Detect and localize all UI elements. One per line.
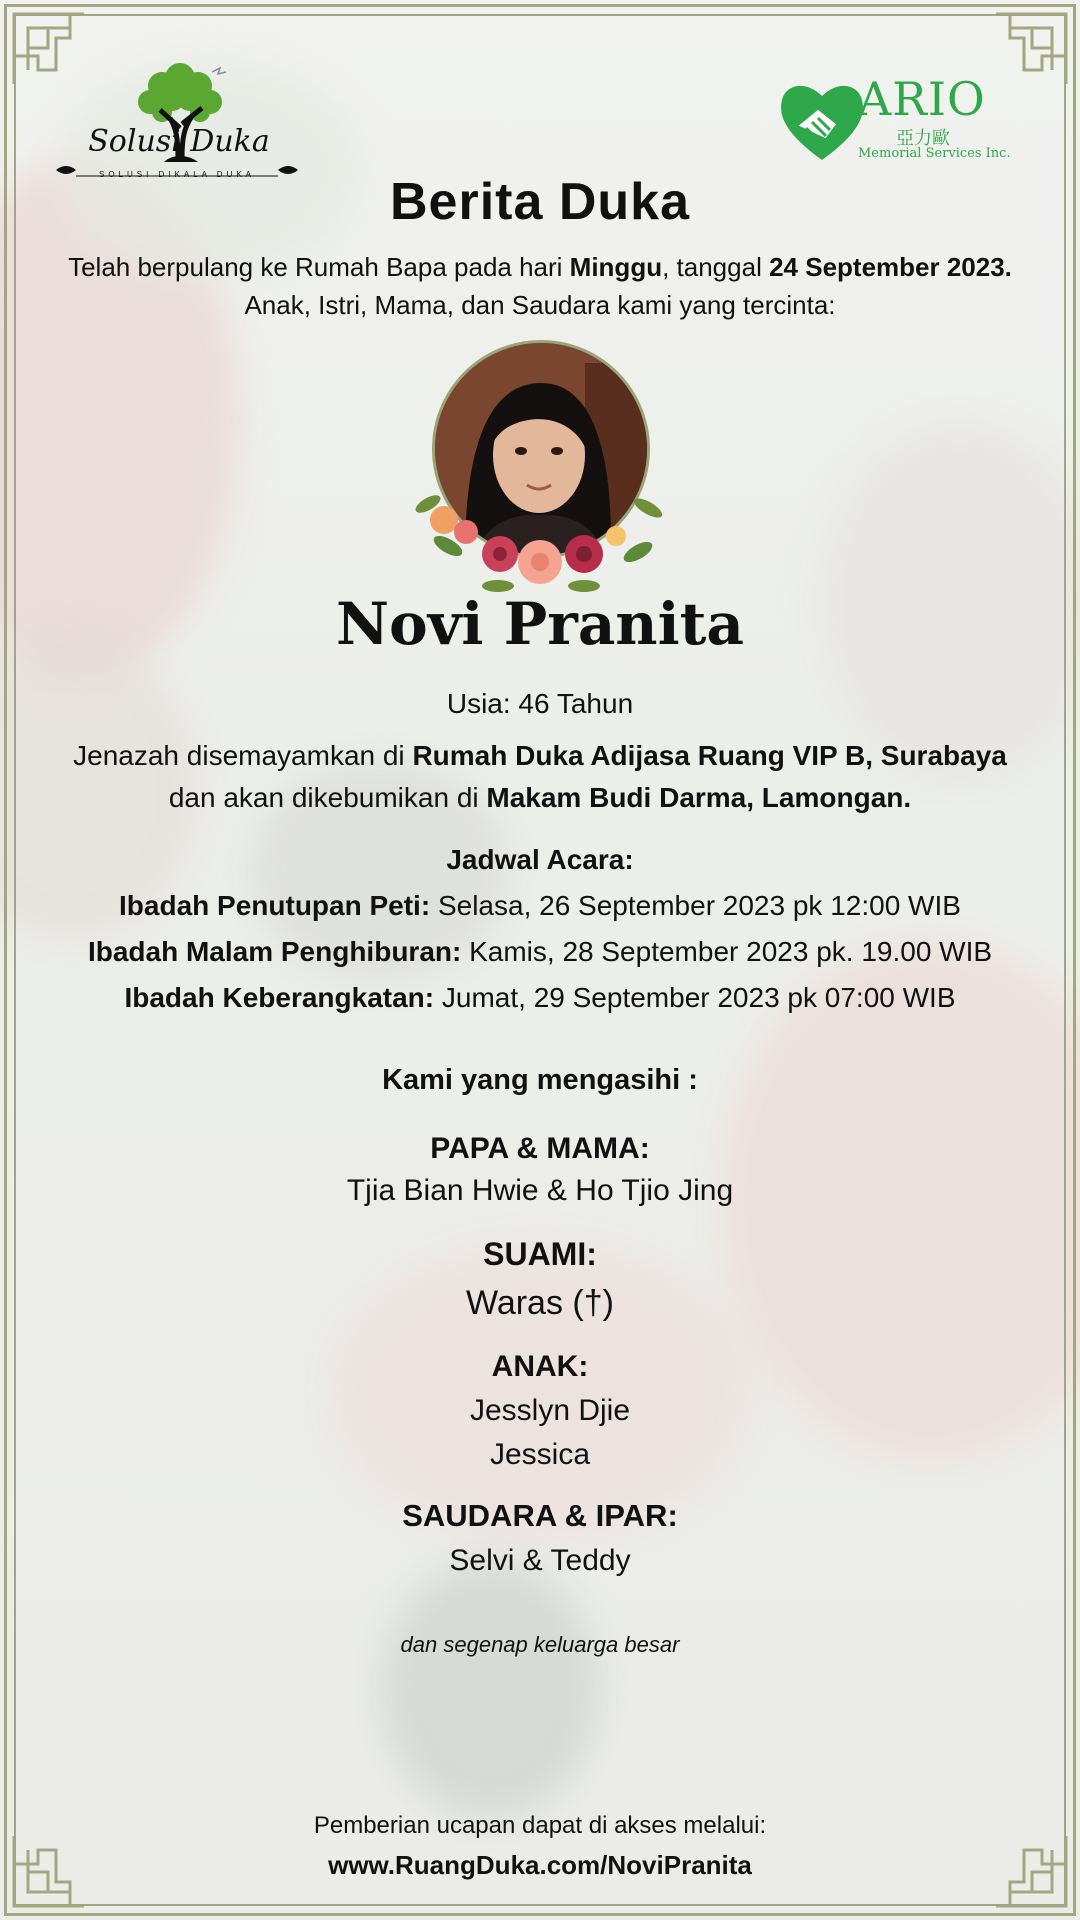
ario-memorial-logo [776,72,1011,166]
event-label: Ibadah Penutupan Peti: [119,890,431,921]
intro-line-1 [0,252,1080,283]
suami-label: SUAMI: [483,1236,597,1272]
tree-icon [52,58,302,188]
intro-date: 24 September 2023. [769,252,1012,282]
burial-line [0,782,1080,814]
condolence-link[interactable]: www.RuangDuka.com/NoviPranita [328,1850,752,1880]
deceased-portrait [408,336,672,598]
schedule-event [0,982,1080,1014]
ario-subtitle: Memorial Services Inc. [858,146,1011,161]
funeral-home-place: Rumah Duka Adijasa Ruang VIP B, Surabaya [412,740,1007,771]
papa-mama-label: PAPA & MAMA: [430,1132,650,1165]
ario-brand: ARIO [858,72,986,126]
event-value: Selasa, 26 September 2023 pk 12:00 WIB [430,890,961,921]
intro-mid: , tanggal [662,252,770,282]
deceased-age: Usia: 46 Tahun [446,688,634,719]
solusi-duka-script: Solusi Duka [88,124,270,159]
closing-note: dan segenap keluarga besar [400,1632,680,1657]
intro-day: Minggu [569,252,663,282]
solusi-duka-logo [52,58,302,188]
ario-chinese: 亞力歐 [896,128,950,148]
intro-line-2: Anak, Istri, Mama, dan Saudara kami yang tercinta: [244,290,836,320]
suami-value: Waras (†) [466,1284,614,1322]
schedule-heading: Jadwal Acara: [446,844,634,875]
schedule-event [0,890,1080,922]
funeral-home-line [0,740,1080,772]
event-label: Ibadah Keberangkatan: [124,982,435,1013]
event-value: Kamis, 28 September 2023 pk. 19.00 WIB [461,936,993,967]
funeral-home-prefix: Jenazah disemayamkan di [73,740,413,771]
anak-value: Jessica [489,1438,591,1471]
anak-value: Jesslyn Djie [469,1394,631,1427]
event-label: Ibadah Malam Penghiburan: [87,936,462,967]
handshake-heart-icon [776,78,868,164]
flower-wreath-icon [408,336,672,598]
saudara-label: SAUDARA & IPAR: [402,1498,678,1533]
schedule-event [0,936,1080,968]
family-heading: Kami yang mengasihi : [382,1064,698,1096]
solusi-duka-tagline: SOLUSI DIKALA DUKA [98,170,256,179]
event-value: Jumat, 29 September 2023 pk 07:00 WIB [434,982,956,1013]
condolence-note: Pemberian ucapan dapat di akses melalui: [313,1812,767,1839]
intro-prefix: Telah berpulang ke Rumah Bapa pada hari [68,252,570,282]
burial-place: Makam Budi Darma, Lamongan. [486,782,912,813]
burial-prefix: dan akan dikebumikan di [168,782,487,813]
page-title: Berita Duka [390,173,690,231]
saudara-value: Selvi & Teddy [449,1544,631,1577]
papa-mama-value: Tjia Bian Hwie & Ho Tjio Jing [346,1174,734,1207]
deceased-name: Novi Pranita [336,590,744,658]
anak-label: ANAK: [491,1350,589,1383]
